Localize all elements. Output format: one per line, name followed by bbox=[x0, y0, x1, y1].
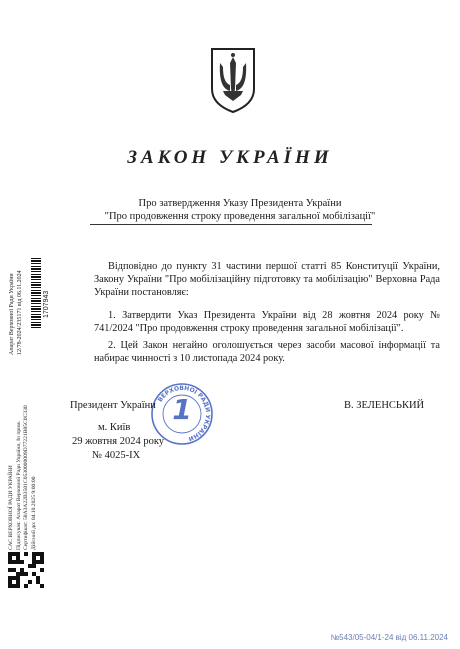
signing-place: м. Київ bbox=[98, 422, 131, 433]
registration-margin-note bbox=[8, 270, 24, 355]
law-subtitle bbox=[60, 197, 420, 223]
article-1: 1. Затвердити Указ Президента України від 28 жовтня 2024 року № 741/2024 "Про продовження строку проведення загальної мобілізації". bbox=[94, 310, 440, 335]
sas-line-1: САС ВЕРХОВНОЇ РАДИ УКРАЇНИ bbox=[8, 465, 14, 550]
subtitle-line-1: Про затвердження Указу Президента України bbox=[138, 198, 342, 209]
signing-date: 29 жовтня 2024 року bbox=[72, 436, 165, 447]
subtitle-underline bbox=[90, 224, 372, 225]
preamble-paragraph: Відповідно до пункту 31 частини першої статті 85 Конституції України, Закону України "Про мобілізаційну підготовку та мобілізацію" Верховна Рада України постановляє: bbox=[94, 261, 440, 299]
qr-code-icon[interactable] bbox=[8, 552, 44, 588]
apparatus-line-2: 12/78-2024/235171 від 06.11.2024 bbox=[17, 270, 23, 355]
sas-line-3: Сертифікат: 58A3A22B3501C0530000009D77221B85C0C330 bbox=[23, 405, 29, 550]
barcode-number: 1707943 bbox=[43, 290, 50, 318]
signatory-name: В. ЗЕЛЕНСЬКИЙ bbox=[344, 400, 425, 411]
stamp-ring-text: ВЕРХОВНОЇ РАДИ УКРАЇНИ bbox=[156, 384, 212, 443]
stamp-number: 1 bbox=[172, 393, 192, 426]
sas-line-4: Дійсний до: 04.10.2025 9:00:00 bbox=[30, 476, 37, 550]
barcode-icon bbox=[31, 256, 41, 328]
registration-footer: №543/05-04/1-24 від 06.11.2024 bbox=[330, 633, 448, 642]
coat-of-arms-icon bbox=[208, 45, 258, 115]
signature-position: Президент України bbox=[70, 400, 156, 411]
e-signature-margin-note bbox=[8, 405, 38, 550]
article-2: 2. Цей Закон негайно оголошується через засоби масової інформації та набирає чинності з 10 листопада 2024 року. bbox=[94, 340, 440, 365]
law-title: ЗАКОН УКРАЇНИ bbox=[127, 147, 333, 168]
apparatus-line-1: Апарат Верховної Ради України bbox=[9, 273, 15, 355]
subtitle-line-2: "Про продовження строку проведення загальної мобілізації" bbox=[104, 211, 376, 222]
sas-line-2: Підписувач: Апарат Верховної Ради України, Ін прим. bbox=[15, 420, 22, 550]
law-number: № 4025-IX bbox=[92, 450, 141, 461]
